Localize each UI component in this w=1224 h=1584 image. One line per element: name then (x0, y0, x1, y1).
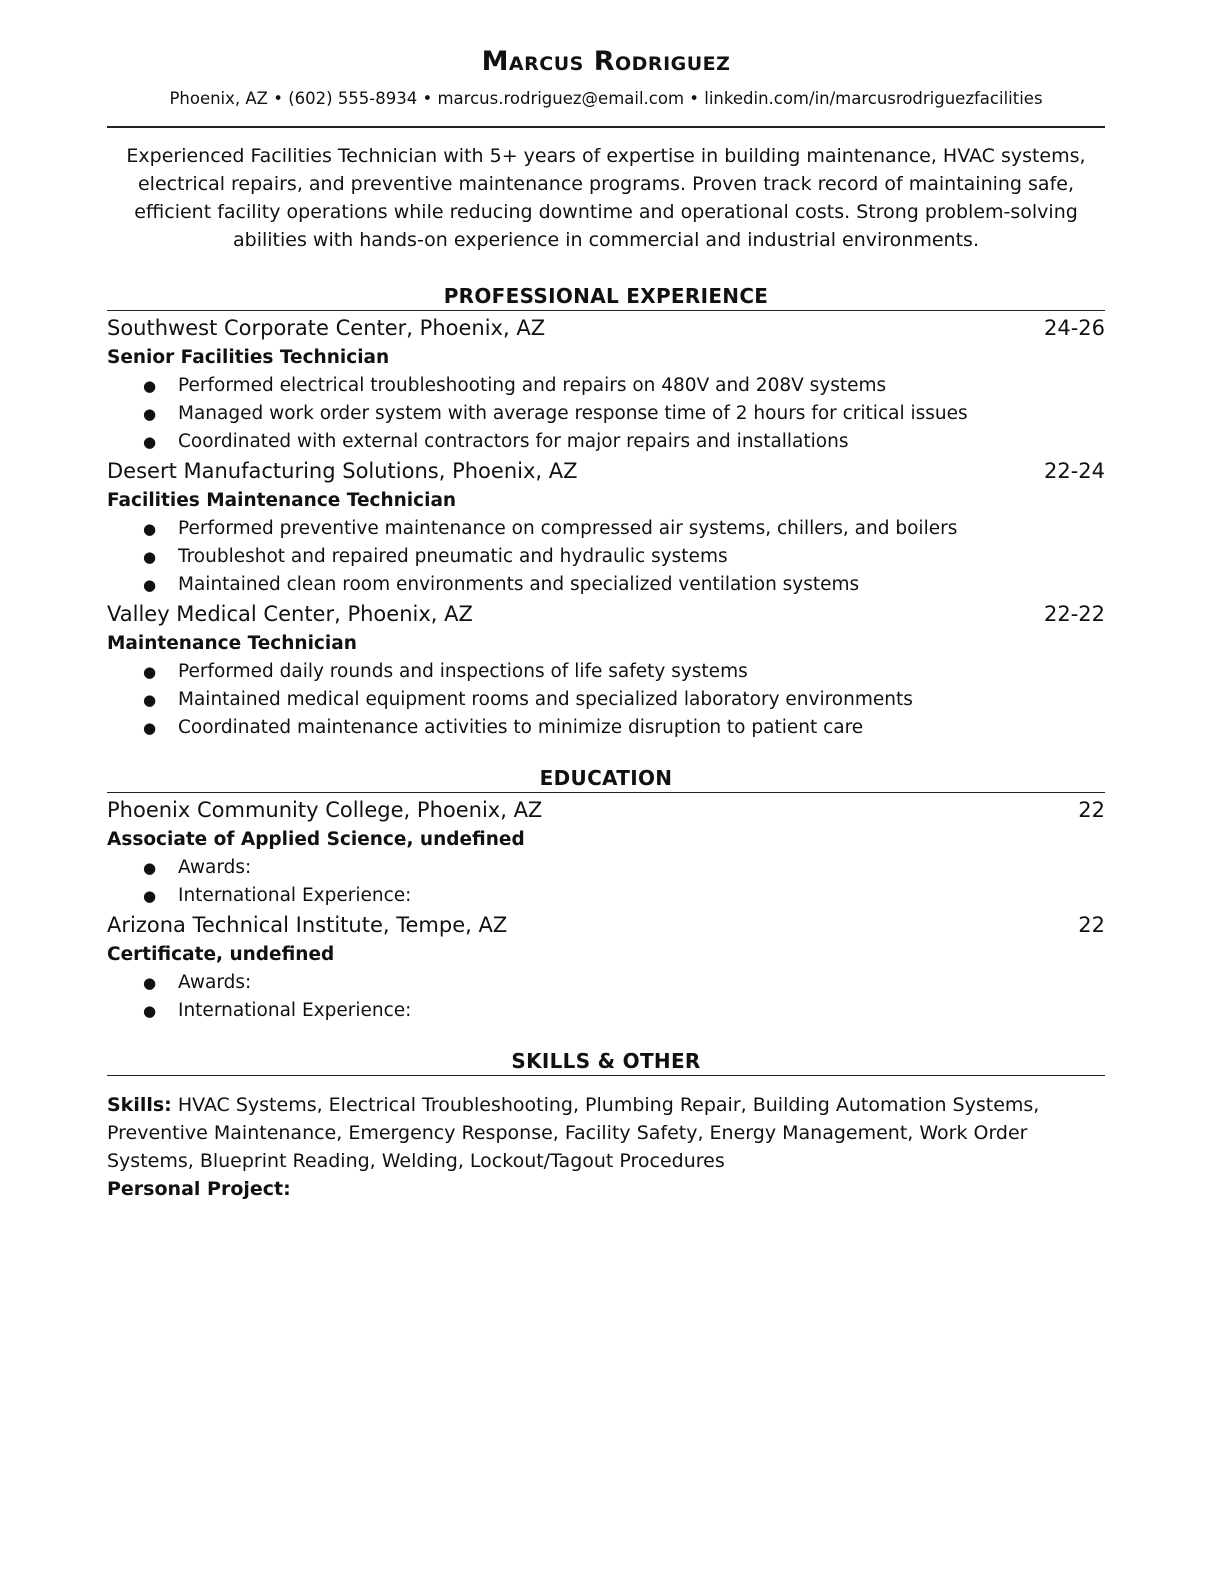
school-dates: 22 (1078, 913, 1105, 937)
bullet-icon: ● (143, 719, 157, 737)
list-item: ● Performed daily rounds and inspections of life safety systems (107, 658, 1105, 686)
bullet-icon: ● (143, 576, 157, 594)
skills-text: HVAC Systems, Electrical Troubleshooting, Plumbing Repair, Building Automation Systems, Preventive Maintenance, Emergency Response, Facility Safety, Energy Management, Work Order Systems, Blueprint Reading, Welding, Lockout/Tagout Procedures (107, 1094, 1040, 1172)
resume-page (107, 40, 1105, 1203)
bullet-icon: ● (143, 887, 157, 905)
contact-line: Phoenix, AZ • (602) 555-8934 • marcus.rodriguez@email.com • linkedin.com/in/marcusrodriguezfacilities (169, 89, 1043, 108)
section-divider (107, 1075, 1105, 1076)
job-title: Senior Facilities Technician (107, 347, 390, 368)
section-title-skills: SKILLS & OTHER (511, 1049, 701, 1073)
job-dates: 22-24 (1043, 459, 1105, 483)
list-item: ● International Experience: (107, 997, 1105, 1025)
job-bullets (107, 515, 1105, 599)
bullet-icon: ● (143, 663, 157, 681)
list-item: ● Troubleshot and repaired pneumatic and hydraulic systems (107, 543, 1105, 571)
bullet-icon: ● (143, 691, 157, 709)
job-dates: 24-26 (1043, 316, 1105, 340)
section-title-education: EDUCATION (539, 766, 673, 790)
job-bullets (107, 658, 1105, 742)
bullet-icon: ● (143, 433, 157, 451)
section-divider (107, 310, 1105, 311)
job-entry (107, 599, 1105, 742)
bullet-icon: ● (143, 548, 157, 566)
education-entry (107, 910, 1105, 1025)
skills-list (107, 1091, 1105, 1175)
education-section (107, 764, 1105, 1025)
job-org: Southwest Corporate Center, Phoenix, AZ (107, 316, 546, 340)
list-item: ● Coordinated maintenance activities to minimize disruption to patient care (107, 714, 1105, 742)
job-org: Valley Medical Center, Phoenix, AZ (107, 602, 473, 626)
bullet-icon: ● (143, 377, 157, 395)
school-name: Phoenix Community College, Phoenix, AZ (107, 798, 543, 822)
skills-section (107, 1047, 1105, 1203)
bullet-icon: ● (143, 520, 157, 538)
education-bullets (107, 854, 1105, 910)
degree: Certificate, undefined (107, 944, 335, 965)
bullet-icon: ● (143, 859, 157, 877)
job-dates: 22-22 (1043, 602, 1105, 626)
bullet-icon: ● (143, 974, 157, 992)
section-title-experience: PROFESSIONAL EXPERIENCE (443, 284, 769, 308)
section-divider (107, 792, 1105, 793)
job-entry (107, 456, 1105, 599)
education-bullets (107, 969, 1105, 1025)
candidate-name: Marcus Rodriguez (481, 46, 731, 77)
bullet-icon: ● (143, 405, 157, 423)
experience-section (107, 282, 1105, 742)
list-item: ● Performed electrical troubleshooting and repairs on 480V and 208V systems (107, 372, 1105, 400)
job-title: Maintenance Technician (107, 633, 357, 654)
list-item: ● Awards: (107, 854, 1105, 882)
skills-label: Skills: (107, 1094, 172, 1116)
job-bullets (107, 372, 1105, 456)
personal-project-label: Personal Project: (107, 1178, 291, 1200)
professional-summary: Experienced Facilities Technician with 5+ years of expertise in building maintenance, HVAC systems, electrical repairs, and preventive maintenance programs. Proven track record of maintaining safe, efficient facility operations while reducing downtime and operational costs. Strong problem-solving abilities with hands-on experience in commercial and industrial environments. (126, 145, 1086, 251)
list-item: ● Maintained clean room environments and specialized ventilation systems (107, 571, 1105, 599)
list-item: ● Coordinated with external contractors for major repairs and installations (107, 428, 1105, 456)
header-divider (107, 126, 1105, 128)
job-title: Facilities Maintenance Technician (107, 490, 457, 511)
education-entry (107, 795, 1105, 910)
job-org: Desert Manufacturing Solutions, Phoenix, AZ (107, 459, 578, 483)
list-item: ● Awards: (107, 969, 1105, 997)
school-name: Arizona Technical Institute, Tempe, AZ (107, 913, 508, 937)
bullet-icon: ● (143, 1002, 157, 1020)
job-entry (107, 313, 1105, 456)
list-item: ● Managed work order system with average response time of 2 hours for critical issues (107, 400, 1105, 428)
list-item: ● Performed preventive maintenance on compressed air systems, chillers, and boilers (107, 515, 1105, 543)
degree: Associate of Applied Science, undefined (107, 829, 525, 850)
list-item: ● Maintained medical equipment rooms and specialized laboratory environments (107, 686, 1105, 714)
school-dates: 22 (1078, 798, 1105, 822)
list-item: ● International Experience: (107, 882, 1105, 910)
